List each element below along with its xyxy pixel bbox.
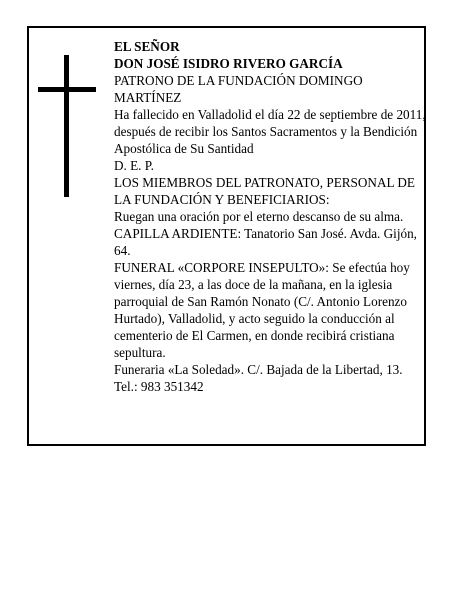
deceased-name: DON JOSÉ ISIDRO RIVERO GARCÍA (114, 56, 343, 71)
prayer-request: Ruegan una oración por el eterno descanso de su alma. (114, 209, 404, 224)
passing-statement: Ha fallecido en Valladolid el día 22 de septiembre de 2011, después de recibir los Santos Sacramentos y la Bendición Apostólica de Su Santidad (114, 107, 426, 156)
cross-vertical-bar (64, 55, 69, 197)
funeral-home-info: Funeraria «La Soledad». C/. Bajada de la Libertad, 13. Tel.: 983 351342 (114, 362, 403, 394)
chapel-info: CAPILLA ARDIENTE: Tanatorio San José. Avda. Gijón, 64. (114, 226, 417, 258)
heading-line-1: EL SEÑOR (114, 39, 180, 54)
cross-icon (38, 55, 96, 197)
deceased-position: PATRONO DE LA FUNDACIÓN DOMINGO MARTÍNEZ (114, 73, 363, 105)
rip-line: D. E. P. (114, 158, 154, 173)
cross-horizontal-bar (38, 87, 96, 92)
obituary-text (114, 38, 426, 395)
mourners-line: LOS MIEMBROS DEL PATRONATO, PERSONAL DE LA FUNDACIÓN Y BENEFICIARIOS: (114, 175, 415, 207)
funeral-info: FUNERAL «CORPORE INSEPULTO»: Se efectúa hoy viernes, día 23, a las doce de la mañana, en la iglesia parroquial de San Ramón Nonato (C/. Antonio Lorenzo Hurtado), Valladolid, y acto seguido la conducción al cementerio de El Carmen, en donde recibirá cristiana sepultura. (114, 260, 410, 360)
